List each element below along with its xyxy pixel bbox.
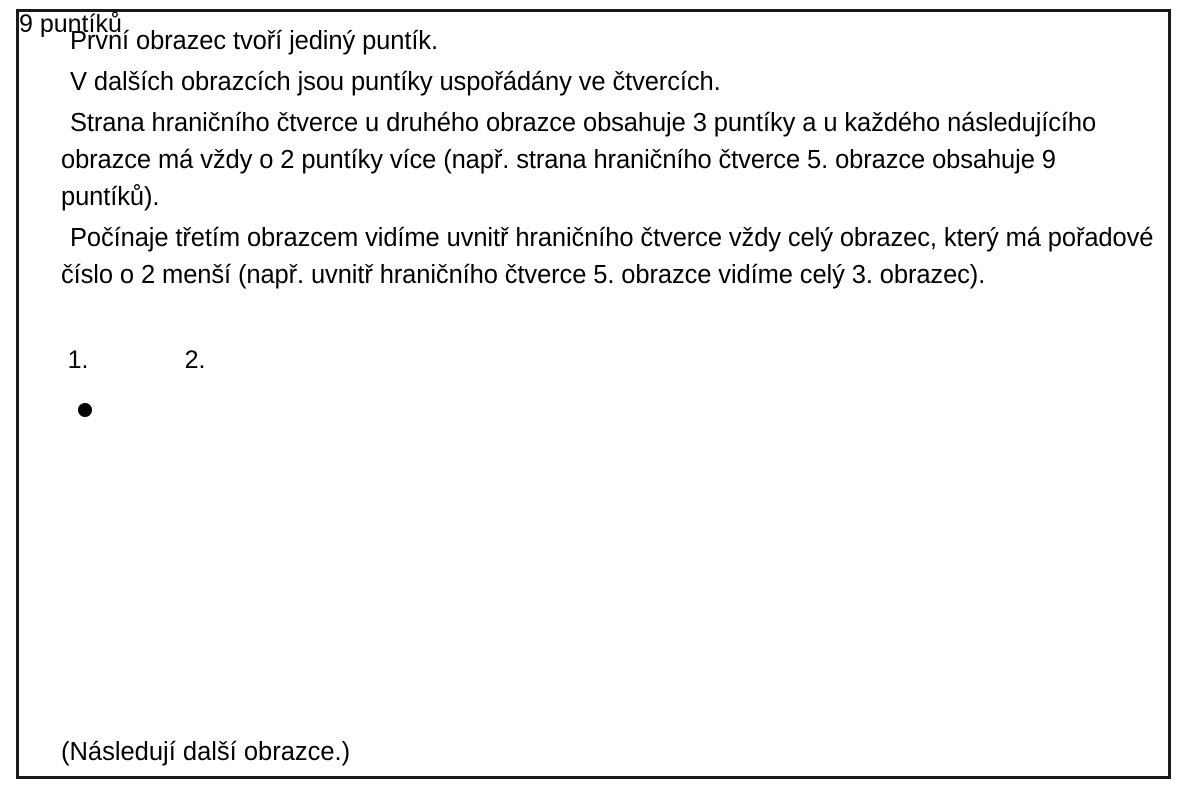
problem-statement: [61, 23, 1156, 298]
figure-dots-1: [78, 403, 92, 417]
paragraph-3: Strana hraničního čtverce u druhého obrazce obsahuje 3 puntíky a u každého následujícího obrazce má vždy o 2 puntíky více (např. strana hraničního čtverce 5. obrazce obsahuje 9 puntíků).: [61, 109, 1097, 211]
figure-title-1: 1.: [67, 346, 89, 374]
paragraph-2: V dalších obrazcích jsou puntíky uspořádány ve čtvercích.: [70, 68, 721, 96]
side-brace-label: 9 puntíků: [19, 10, 122, 38]
footer-note: (Následují další obrazce.): [61, 738, 351, 766]
paragraph-1: První obrazec tvoří jediný puntík.: [70, 27, 438, 55]
paragraph-4: Počínaje třetím obrazcem vidíme uvnitř hraničního čtverce vždy celý obrazec, který má pořadové číslo o 2 menší (např. uvnitř hraničního čtverce 5. obrazce vidíme celý 3. obrazec).: [61, 224, 1154, 289]
content-frame: [16, 9, 1171, 779]
dot: [78, 403, 92, 417]
figure-title-2: 2.: [184, 346, 206, 374]
